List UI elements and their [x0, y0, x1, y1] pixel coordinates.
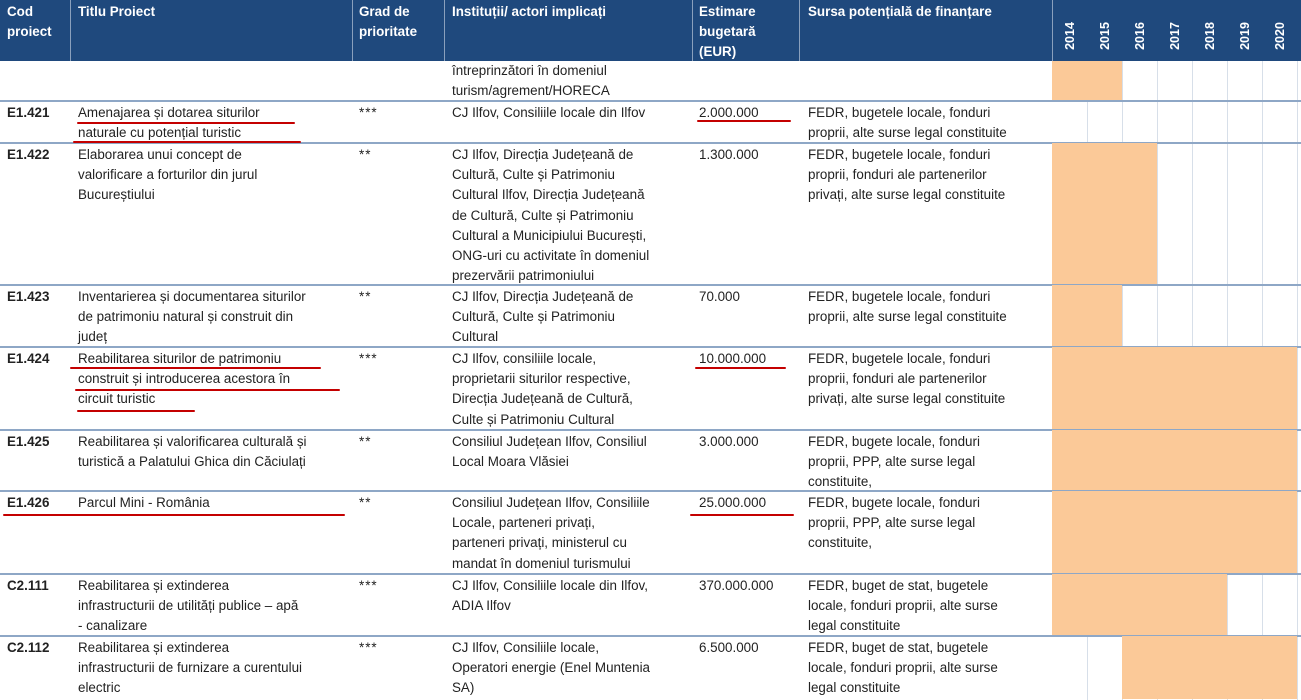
- header-priority: Grad de prioritate: [359, 4, 418, 39]
- header-funding: Sursa potențială de finanțare: [808, 4, 992, 19]
- timeline-bar: [1052, 61, 1122, 100]
- timeline-bar: [1052, 430, 1297, 490]
- red-underline: [690, 514, 794, 516]
- red-underline: [695, 367, 786, 369]
- year-header-2014: 2014: [1062, 22, 1077, 50]
- priority-stars: **: [359, 147, 372, 162]
- red-underline: [77, 410, 195, 412]
- priority-stars: ***: [359, 351, 378, 366]
- timeline-bar: [1122, 636, 1297, 699]
- year-header-2020: 2020: [1272, 22, 1287, 50]
- funding-source: FEDR, buget de stat, bugetele locale, fonduri proprii, alte surse legal constituite: [808, 640, 998, 696]
- institutions-cell: întreprinzători în domeniul turism/agrement/HORECA: [452, 63, 610, 99]
- red-underline: [77, 122, 295, 124]
- header-code: Cod proiect: [7, 4, 52, 39]
- project-code: E1.422: [7, 147, 50, 162]
- institutions-cell: CJ Ilfov, Consiliile locale din Ilfov: [452, 105, 646, 120]
- institutions-cell: CJ Ilfov, Consiliile locale din Ilfov, ADIA Ilfov: [452, 578, 648, 614]
- budget-estimate: 6.500.000: [699, 640, 759, 655]
- year-header-2019: 2019: [1237, 22, 1252, 50]
- timeline-bar: [1052, 491, 1297, 573]
- red-underline: [73, 141, 301, 143]
- funding-source: FEDR, bugetele locale, fonduri proprii, fonduri ale partenerilor privați, alte surse legal constituite: [808, 147, 1006, 203]
- red-underline: [75, 389, 340, 391]
- funding-source: FEDR, buget de stat, bugetele locale, fonduri proprii, alte surse legal constituite: [808, 578, 998, 634]
- header-title: Titlu Proiect: [78, 4, 156, 19]
- funding-source: FEDR, bugete locale, fonduri proprii, PPP, alte surse legal constituite,: [808, 495, 980, 551]
- institutions-cell: CJ Ilfov, consiliile locale, proprietarii siturilor respective, Direcția Județeană de Cultură, Culte și Patrimoniu Cultural: [452, 351, 633, 427]
- priority-stars: **: [359, 495, 372, 510]
- project-title: Parcul Mini - România: [78, 495, 210, 510]
- project-code: C2.112: [7, 640, 50, 655]
- timeline-bar: [1052, 347, 1297, 429]
- budget-estimate: 3.000.000: [699, 434, 759, 449]
- institutions-cell: CJ Ilfov, Direcția Județeană de Cultură, Culte și Patrimoniu Cultural: [452, 289, 634, 345]
- budget-estimate: 2.000.000: [699, 105, 759, 120]
- project-title: Reabilitarea și valorificarea culturală și turistică a Palatului Ghica din Căciulați: [78, 434, 307, 470]
- institutions-cell: Consiliul Județean Ilfov, Consiliile Locale, parteneri privați, parteneri privați, ministerul cu mandat în domeniul turismului: [452, 495, 650, 571]
- year-gridline: [1297, 61, 1298, 700]
- project-title: Reabilitarea și extinderea infrastructurii de utilități publice – apă - canalizare: [78, 578, 299, 634]
- project-title: Amenajarea și dotarea siturilor naturale cu potențial turistic: [78, 105, 260, 141]
- timeline-bar: [1052, 574, 1227, 635]
- header-estimate: Estimare bugetară (EUR): [699, 4, 756, 59]
- project-title: Elaborarea unui concept de valorificare a forturilor din jurul Bucureștiului: [78, 147, 258, 203]
- header-actors: Instituții/ actori implicați: [452, 4, 607, 19]
- budget-estimate: 70.000: [699, 289, 740, 304]
- priority-stars: ***: [359, 640, 378, 655]
- project-code: E1.423: [7, 289, 50, 304]
- priority-stars: **: [359, 289, 372, 304]
- funding-source: FEDR, bugetele locale, fonduri proprii, fonduri ale partenerilor privați, alte surse legal constituite: [808, 351, 1006, 407]
- red-underline: [70, 367, 321, 369]
- budget-estimate: 25.000.000: [699, 495, 767, 510]
- project-code: E1.421: [7, 105, 50, 120]
- institutions-cell: CJ Ilfov, Direcția Județeană de Cultură, Culte și Patrimoniu Cultural Ilfov, Direcția Județeană de Cultură, Culte și Patrimoniu Cultural a Municipiului București, ONG-uri cu activitate în domeniul prezervării patrimoniului: [452, 147, 650, 284]
- project-code: E1.425: [7, 434, 50, 449]
- priority-stars: **: [359, 434, 372, 449]
- project-code: C2.111: [7, 578, 49, 593]
- project-title: Inventarierea și documentarea siturilor de patrimoniu natural și construit din județ: [78, 289, 306, 345]
- priority-stars: ***: [359, 105, 378, 120]
- funding-source: FEDR, bugetele locale, fonduri proprii, alte surse legal constituite: [808, 289, 1007, 325]
- year-header-2018: 2018: [1202, 22, 1217, 50]
- budget-estimate: 370.000.000: [699, 578, 774, 593]
- year-header-2016: 2016: [1132, 22, 1147, 50]
- project-title: Reabilitarea siturilor de patrimoniu construit și introducerea acestora în circuit turistic: [78, 351, 291, 407]
- row-divider: [0, 100, 1301, 102]
- project-code: E1.424: [7, 351, 50, 366]
- red-underline: [3, 514, 345, 516]
- project-title: Reabilitarea și extinderea infrastructurii de furnizare a curentului electric: [78, 640, 303, 696]
- year-header-2017: 2017: [1167, 22, 1182, 50]
- institutions-cell: Consiliul Județean Ilfov, Consiliul Local Moara Vlăsiei: [452, 434, 647, 470]
- funding-source: FEDR, bugete locale, fonduri proprii, PPP, alte surse legal constituite,: [808, 434, 980, 490]
- institutions-cell: CJ Ilfov, Consiliile locale, Operatori energie (Enel Muntenia SA): [452, 640, 650, 696]
- red-underline: [697, 120, 791, 122]
- budget-estimate: 10.000.000: [699, 351, 767, 366]
- year-header-2015: 2015: [1097, 22, 1112, 50]
- budget-estimate: 1.300.000: [699, 147, 759, 162]
- timeline-bar: [1052, 143, 1157, 284]
- funding-source: FEDR, bugetele locale, fonduri proprii, alte surse legal constituite: [808, 105, 1007, 141]
- priority-stars: ***: [359, 578, 378, 593]
- project-code: E1.426: [7, 495, 50, 510]
- timeline-bar: [1052, 285, 1122, 346]
